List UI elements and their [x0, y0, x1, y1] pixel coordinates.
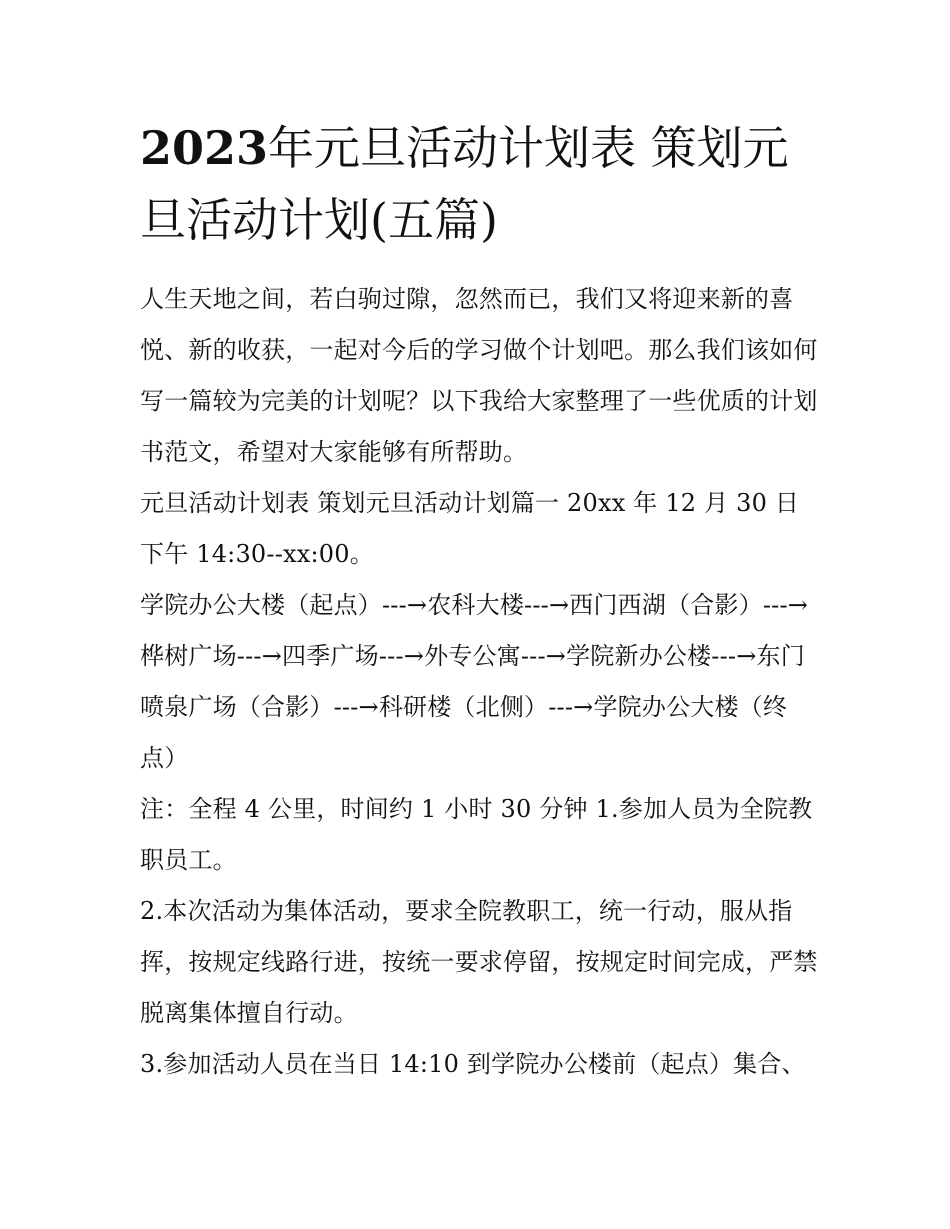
- title-text: 年元旦活动计划表 策划元旦活动计划(五篇): [140, 121, 789, 247]
- paragraph-intro: 人生天地之间，若白驹过隙，忽然而已，我们又将迎来新的喜悦、新的收获，一起对今后的学习做个计划吧。那么我们该如何写一篇较为完美的计划呢？以下我给大家整理了一些优质的计划书范文，希望对大家能够有所帮助。: [140, 285, 818, 466]
- paragraph-rule-2: 2.本次活动为集体活动，要求全院教职工，统一行动，服从指挥，按规定线路行进，按统一要求停留，按规定时间完成，严禁脱离集体擅自行动。: [140, 897, 818, 1027]
- paragraph-rule-3: 3.参加活动人员在当日 14:10 到学院办公楼前（起点）集合、: [140, 1050, 806, 1078]
- title-year: 2023: [140, 121, 269, 175]
- document-page: [140, 112, 820, 1090]
- paragraph-time: 元旦活动计划表 策划元旦活动计划篇一 20xx 年 12 月 30 日下午 14:30--xx:00。: [140, 489, 800, 568]
- paragraph-note: 注：全程 4 公里，时间约 1 小时 30 分钟 1.参加人员为全院教职员工。: [140, 795, 813, 874]
- document-title: [140, 112, 820, 256]
- paragraph-route: 学院办公大楼（起点）---→农科大楼---→西门西湖（合影）---→桦树广场---→四季广场---→外专公寓---→学院新办公楼---→东门喷泉广场（合影）---→科研楼（北侧）---→学院办公大楼（终点）: [140, 591, 809, 772]
